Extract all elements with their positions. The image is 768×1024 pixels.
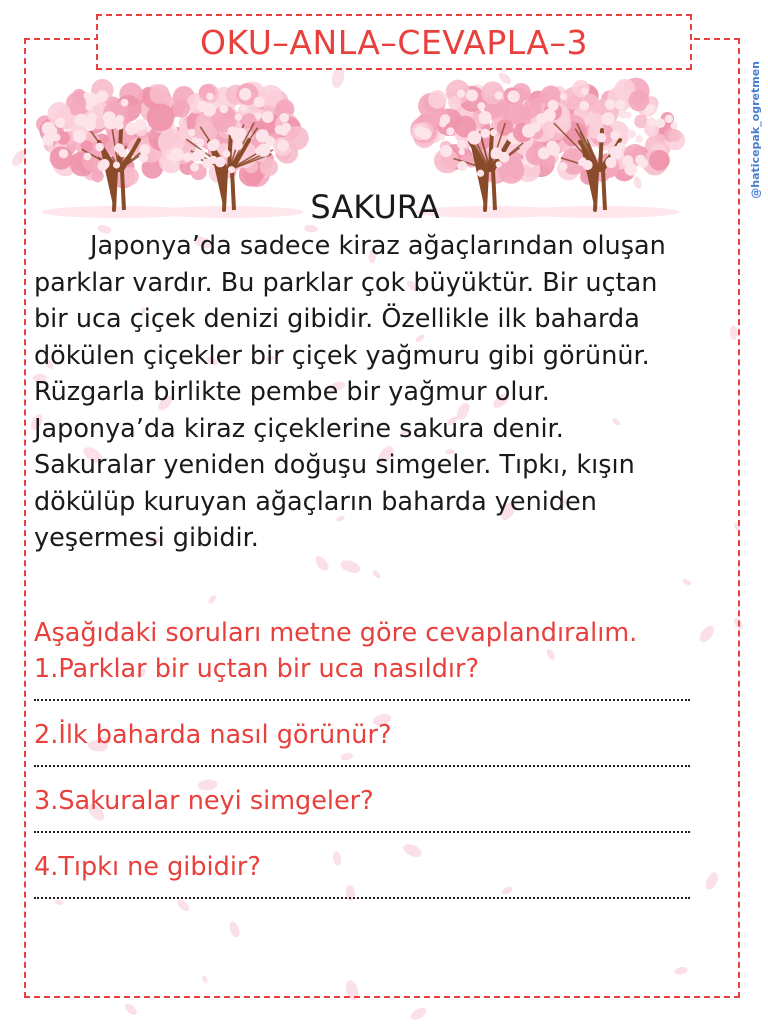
author-credit: @haticepak_ogretmen: [748, 61, 762, 199]
story-line: Japonya’da sadece kiraz ağaçlarından oluşan: [90, 231, 666, 261]
question-2: 2.İlk baharda nasıl görünür?: [34, 720, 392, 750]
answer-line-4[interactable]: [34, 885, 690, 899]
answer-line-2[interactable]: [34, 753, 690, 767]
questions-section: [34, 615, 734, 915]
answer-line-1[interactable]: [34, 687, 690, 701]
question-3: 3.Sakuralar neyi simgeler?: [34, 786, 374, 816]
question-4: 4.Tıpkı ne gibidir?: [34, 852, 261, 882]
story-title: SAKURA: [310, 188, 440, 226]
story-line: Sakuralar yeniden doğuşu simgeler. Tıpkı, kışın: [34, 450, 635, 480]
title-box: [96, 14, 692, 70]
answer-line-3[interactable]: [34, 819, 690, 833]
story-text: [34, 228, 734, 557]
story-line: dökülüp kuruyan ağaçların baharda yeniden: [34, 486, 597, 517]
story-line: bir uca çiçek denizi gibidir. Özellikle ilk baharda: [34, 304, 640, 334]
story-line: yeşermesi gibidir.: [34, 523, 259, 553]
instruction-text: Aşağıdaki soruları metne göre cevaplandıralım.: [34, 618, 638, 648]
story-line: Rüzgarla birlikte pembe bir yağmur olur.: [34, 377, 550, 407]
question-1: 1.Parklar bir uçtan bir uca nasıldır?: [34, 654, 479, 684]
petal-icon: [409, 1005, 428, 1022]
cherry-tree-icon: [513, 78, 685, 218]
petal-icon: [123, 1002, 139, 1017]
story-line: parklar vardır. Bu parklar çok büyüktür. Bir uçtan: [34, 267, 658, 298]
page-title: OKU–ANLA–CEVAPLA–3: [200, 22, 588, 62]
story-line: Japonya’da kiraz çiçeklerine sakura denir.: [34, 413, 564, 444]
story-line: dökülen çiçekler bir çiçek yağmuru gibi görünür.: [34, 340, 650, 371]
